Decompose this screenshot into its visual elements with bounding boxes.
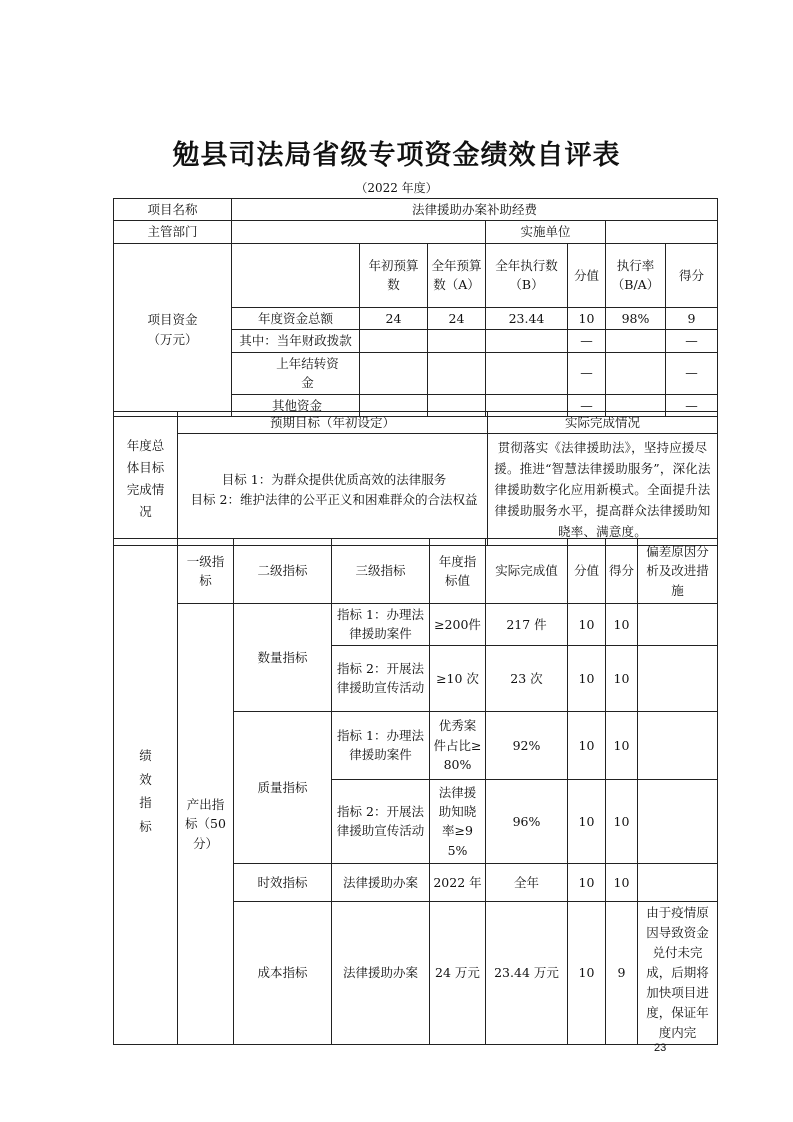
funds-label: 项目资金 （万元） [114, 243, 232, 416]
header-deviation: 偏差原因分析及改进措施 [638, 539, 718, 604]
cell-annual-budget [428, 330, 486, 352]
funds-header-blank [232, 243, 360, 307]
deviation-note [638, 711, 718, 779]
score: 10 [606, 604, 638, 646]
cell-score-value: — [568, 352, 606, 394]
header-level1: 一级指标 [178, 539, 234, 604]
cell-score-value: — [568, 394, 606, 416]
deviation-note [638, 779, 718, 863]
level3-indicator: 法律援助办案 [332, 863, 430, 901]
header-annual-budget: 全年预算数（A） [428, 243, 486, 307]
annual-target: 24 万元 [430, 901, 486, 1044]
actual-value: 92% [486, 711, 568, 779]
score: 10 [606, 711, 638, 779]
header-score-value: 分值 [568, 539, 606, 604]
score-value: 10 [568, 779, 606, 863]
cell-execution-rate [606, 330, 666, 352]
cell-initial-budget [360, 352, 428, 394]
group-quality: 质量指标 [234, 711, 332, 863]
cell-score: 9 [666, 307, 718, 329]
cell-execution-rate: 98% [606, 307, 666, 329]
actual-completion: 贯彻落实《法律援助法》，坚持应援尽援。推进“智慧法律援助服务”，深化法律援助数字化应用新模式。全面提升法律援助服务水平，提高群众法律援助知晓率、满意度。 [488, 434, 718, 546]
goal-2: 目标 2：维护法律的公平正义和困难群众的合法权益 [190, 491, 478, 507]
level3-indicator: 法律援助办案 [332, 901, 430, 1044]
cell-annual-budget [428, 352, 486, 394]
deviation-note [638, 604, 718, 646]
deviation-note: 由于疫情原因导致资金兑付未完成，后期将加快项目进度，保证年度内完 [638, 901, 718, 1044]
project-name-value: 法律援助办案补助经费 [232, 199, 718, 221]
cell-score: — [666, 394, 718, 416]
group-timeliness: 时效指标 [234, 863, 332, 901]
annual-target: 优秀案件占比≥80% [430, 711, 486, 779]
row-label: 其中：当年财政拨款 [232, 330, 360, 352]
level3-indicator: 指标 2：开展法律援助宣传活动 [332, 645, 430, 711]
cell-score: — [666, 352, 718, 394]
score: 9 [606, 901, 638, 1044]
impl-unit-value [606, 221, 718, 243]
score: 10 [606, 863, 638, 901]
impl-unit-label: 实施单位 [486, 221, 606, 243]
score: 10 [606, 645, 638, 711]
header-execution-rate: 执行率（B/A） [606, 243, 666, 307]
group-quantity: 数量指标 [234, 604, 332, 712]
annual-target: 2022 年 [430, 863, 486, 901]
actual-completion-header: 实际完成情况 [488, 412, 718, 434]
dept-value [232, 221, 486, 243]
cell-initial-budget: 24 [360, 307, 428, 329]
cell-annual-execution: 23.44 [486, 307, 568, 329]
annual-target: ≥200件 [430, 604, 486, 646]
header-level2: 二级指标 [234, 539, 332, 604]
deviation-note [638, 645, 718, 711]
cell-annual-execution [486, 352, 568, 394]
expected-goals [178, 434, 488, 546]
group-cost: 成本指标 [234, 901, 332, 1044]
header-level3: 三级指标 [332, 539, 430, 604]
cell-execution-rate [606, 352, 666, 394]
indicators-label: 绩 效 指 标 [114, 539, 178, 1045]
header-score: 得分 [666, 243, 718, 307]
row-label: 上年结转资金 [232, 352, 360, 394]
actual-value: 96% [486, 779, 568, 863]
cell-score-value: 10 [568, 307, 606, 329]
level1-output: 产出指标（50分） [178, 604, 234, 1045]
annual-target: ≥10 次 [430, 645, 486, 711]
page-title: 勉县司法局省级专项资金绩效自评表 [172, 140, 621, 171]
goals-label: 年度总 体目标 完成情 况 [114, 412, 178, 546]
score-value: 10 [568, 711, 606, 779]
cell-initial-budget [360, 330, 428, 352]
score-value: 10 [568, 645, 606, 711]
header-annual-execution: 全年执行数（B） [486, 243, 568, 307]
cell-annual-budget: 24 [428, 307, 486, 329]
score-value: 10 [568, 863, 606, 901]
header-initial-budget: 年初预算数 [360, 243, 428, 307]
score: 10 [606, 779, 638, 863]
header-actual-value: 实际完成值 [486, 539, 568, 604]
level3-indicator: 指标 2：开展法律援助宣传活动 [332, 779, 430, 863]
actual-value: 23 次 [486, 645, 568, 711]
header-score-value: 分值 [568, 243, 606, 307]
indicators-table [113, 538, 718, 1045]
level3-indicator: 指标 1：办理法律援助案件 [332, 604, 430, 646]
year-subtitle: （2022 年度） [355, 181, 438, 195]
expected-goal-header: 预期目标（年初设定） [178, 412, 488, 434]
score-value: 10 [568, 604, 606, 646]
row-label: 年度资金总额 [232, 307, 360, 329]
annual-target: 法律援助知晓率≥95% [430, 779, 486, 863]
dept-label: 主管部门 [114, 221, 232, 243]
actual-value: 23.44 万元 [486, 901, 568, 1044]
project-name-label: 项目名称 [114, 199, 232, 221]
table-row [114, 604, 718, 646]
header-score: 得分 [606, 539, 638, 604]
goal-1: 目标 1：为群众提供优质高效的法律服务 [221, 471, 447, 487]
header-annual-target: 年度指标值 [430, 539, 486, 604]
cell-score-value: — [568, 330, 606, 352]
funds-table [113, 198, 718, 417]
deviation-note [638, 863, 718, 901]
level3-indicator: 指标 1：办理法律援助案件 [332, 711, 430, 779]
cell-annual-execution [486, 330, 568, 352]
cell-score: — [666, 330, 718, 352]
score-value: 10 [568, 901, 606, 1044]
goals-table [113, 411, 718, 546]
row-label: 其他资金 [232, 394, 360, 416]
actual-value: 217 件 [486, 604, 568, 646]
page-number: 23 [654, 1042, 667, 1054]
actual-value: 全年 [486, 863, 568, 901]
